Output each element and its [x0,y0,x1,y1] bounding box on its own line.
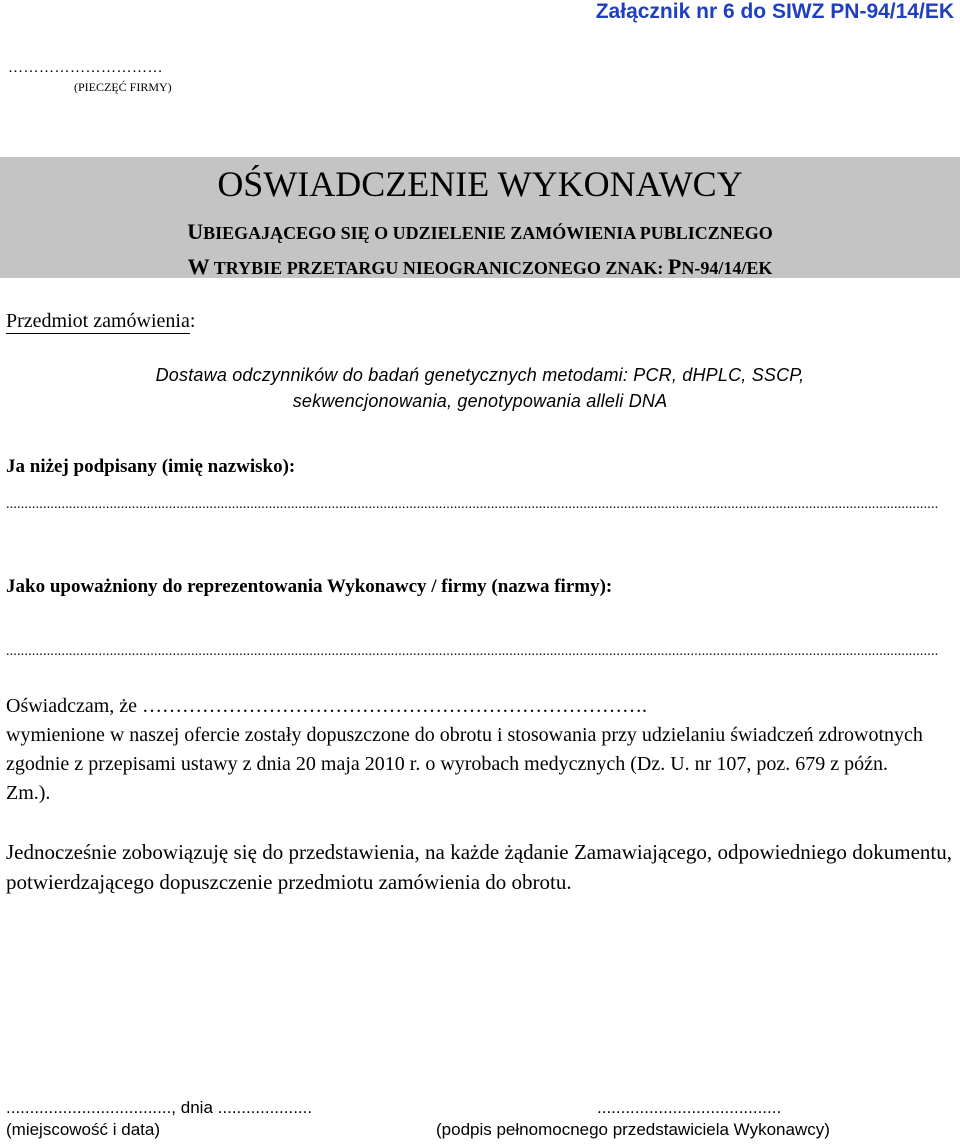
subject-line-2: sekwencjonowania, genotypowania alleli DNA [292,391,668,411]
title-subline-1-rest: BIEGAJĄCEGO SIĘ O UDZIELENIE ZAMÓWIENIA PUBLICZNEGO [203,223,773,243]
signatory-name-field[interactable]: ............................................................................................................................................................................................................................................................ [6,497,939,512]
title-subline-2-middle: TRYBIE PRZETARGU NIEOGRANICZONEGO ZNAK: [209,258,668,278]
signatory-label: Ja niżej podpisany (imię nazwisko): [6,456,296,477]
title-subline-2-initial: W [187,254,210,279]
subject-label-text: Przedmiot zamówienia [6,310,190,332]
annex-reference: Załącznik nr 6 do SIWZ PN-94/14/EK [595,0,954,23]
statement-paragraph [6,692,926,808]
document-title: OŚWIADCZENIE WYKONAWCY [217,164,743,204]
signature-field[interactable]: ....................................... [597,1098,782,1117]
title-subline-2-code-initial: P [667,254,682,279]
statement-intro: Oświadczam, że …………………………………………………………………. [6,695,648,717]
company-label: Jako upoważniony do reprezentowania Wykonawcy / firmy (nazwa firmy): [6,576,613,597]
title-subline-2-code-rest: N-94/14/EK [681,258,773,278]
company-name-field[interactable]: ............................................................................................................................................................................................................................................................ [6,644,939,659]
signature-label: (podpis pełnomocnego przedstawiciela Wykonawcy) [436,1120,830,1139]
obligation-paragraph: Jednocześnie zobowiązuję się do przedstawienia, na każde żądanie Zamawiającego, odpowiedniego dokumentu, potwierdzającego dopuszczenie przedmiotu zamówienia do obrotu. [6,840,952,894]
place-date-field[interactable]: ..................................., dnia .................... [6,1098,313,1117]
statement-text: wymienione w naszej ofercie zostały dopuszczone do obrotu i stosowania przy udzielaniu świadczeń zdrowotnych zgodnie z przepisami ustawy z dnia 20 maja 2010 r. o wyrobach medycznych (Dz. U. nr 107, poz. 679 z późn. Zm.). [6,724,923,804]
company-stamp-dots: ………………………… [8,60,163,76]
subject-line-1: Dostawa odczynników do badań genetycznych metodami: PCR, dHPLC, SSCP, [155,365,805,385]
title-subline-2 [0,254,960,280]
company-stamp-label: (PIECZĘĆ FIRMY) [74,80,172,94]
title-subline-1 [0,219,960,245]
subject-label-colon: : [189,310,196,332]
subject-label [6,310,195,333]
title-subline-1-initial: U [187,219,204,244]
place-date-label: (miejscowość i data) [6,1120,160,1139]
